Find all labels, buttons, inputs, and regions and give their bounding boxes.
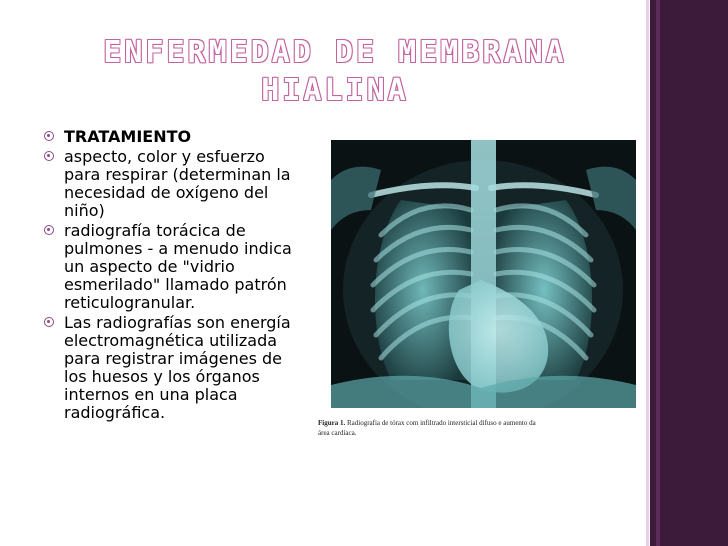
figure-caption bbox=[318, 418, 548, 438]
bullet-item bbox=[44, 314, 306, 422]
title-line-1: ENFERMEDAD DE MEMBRANA bbox=[103, 35, 567, 70]
bullet-item bbox=[44, 128, 306, 146]
bullet-icon bbox=[44, 131, 54, 141]
figure-label: Figura 1. bbox=[318, 419, 346, 427]
figure-caption-text: Radiografia de tórax com infiltrado intersticial difuso e aumento da área cardíaca. bbox=[318, 419, 536, 437]
bullet-item bbox=[44, 222, 306, 312]
title-line-2: HIALINA bbox=[261, 73, 409, 108]
slide-title bbox=[40, 34, 630, 110]
bullet-text: radiografía torácica de pulmones - a menudo indica un aspecto de "vidrio esmerilado" llamado patrón reticulogranular. bbox=[64, 221, 292, 312]
chest-xray-image bbox=[331, 140, 636, 408]
bullet-icon bbox=[44, 225, 54, 235]
bullet-text: TRATAMIENTO bbox=[64, 127, 192, 146]
bullet-text: aspecto, color y esfuerzo para respirar (determinan la necesidad de oxígeno del niño) bbox=[64, 147, 291, 220]
bullet-list bbox=[44, 128, 306, 424]
accent-bar bbox=[650, 0, 728, 546]
chest-xray-graphic bbox=[331, 140, 636, 408]
bullet-item bbox=[44, 148, 306, 220]
bullet-text: Las radiografías son energía electromagnética utilizada para registrar imágenes de los huesos y los órganos internos en una placa radiográfica. bbox=[64, 313, 291, 422]
decorative-divider bbox=[646, 0, 649, 546]
bullet-icon bbox=[44, 151, 54, 161]
bullet-icon bbox=[44, 317, 54, 327]
